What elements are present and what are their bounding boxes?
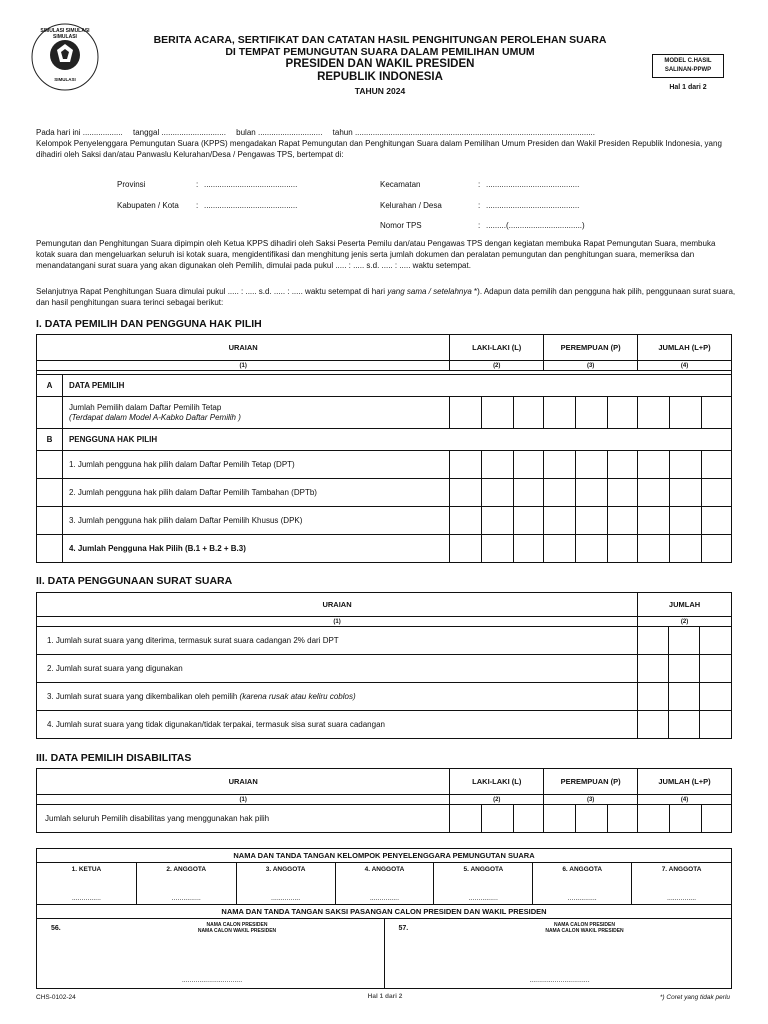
header-line3: PRESIDEN DAN WAKIL PRESIDEN — [285, 58, 475, 70]
pada-hari-ini-label: Pada hari ini — [36, 128, 81, 137]
header-line5: TAHUN 2024 — [354, 86, 406, 96]
s3-num-4: (4) — [638, 795, 732, 805]
s1-b-row1-cell[interactable] — [670, 451, 702, 479]
pair2-signature-line[interactable]: ............................... — [529, 977, 590, 984]
saksi-title: NAMA DAN TANDA TANGAN SAKSI PASANGAN CALON PRESIDEN DAN WAKIL PRESIDEN — [37, 905, 732, 919]
s2-row1-cell[interactable] — [700, 627, 732, 655]
s1-a-row1-p2[interactable] — [576, 397, 608, 429]
nomor-tps-field[interactable]: .........(.................................) — [486, 221, 585, 230]
kelurahan-colon: : — [478, 201, 481, 210]
para3-start: Selanjutnya Rapat Penghitungan Suara dimulai pukul ..... : ..... s.d. ..... : ..... waktu setempat di hari — [36, 287, 388, 296]
kabupaten-label: Kabupaten / Kota — [117, 201, 179, 210]
pair1-pres: NAMA CALON PRESIDEN — [206, 922, 268, 928]
s1-num-4: (4) — [638, 361, 732, 371]
logo-bottom-text: SIMULASI — [54, 77, 76, 82]
pair2-wapres: NAMA CALON WAKIL PRESIDEN — [545, 928, 624, 934]
s2-row2-cell[interactable] — [700, 655, 732, 683]
s3-row1-label: Jumlah seluruh Pemilih disabilitas yang menggunakan hak pilih — [37, 805, 450, 833]
s1-b-row1-cell[interactable] — [450, 451, 482, 479]
s1-b-row4-cell[interactable] — [544, 535, 576, 563]
s1-b-row1-cell[interactable] — [514, 451, 544, 479]
s2-num-1: (1) — [37, 617, 638, 627]
member-label: 5. ANGGOTA — [463, 866, 504, 873]
s3-num-3: (3) — [544, 795, 638, 805]
s1-a-row1-l3[interactable] — [514, 397, 544, 429]
s2-row3-text: 3. Jumlah surat suara yang dikembalikan oleh pemilih — [47, 692, 240, 701]
s2-row3-cell[interactable] — [700, 683, 732, 711]
s2-row2-cell[interactable] — [669, 655, 700, 683]
s1-a-row1-j1[interactable] — [638, 397, 670, 429]
s1-a-row1-j2[interactable] — [670, 397, 702, 429]
pair2-number: 57. — [398, 925, 409, 932]
section2-title: II. DATA PENGGUNAAN SURAT SUARA — [36, 575, 233, 587]
document-header — [130, 34, 630, 97]
s1-b-row4-label: 4. Jumlah Pengguna Hak Pilih (B.1 + B.2 + B.3) — [62, 535, 449, 563]
signature-line[interactable]: ............... — [567, 895, 597, 902]
s2-row4-cell[interactable] — [669, 711, 700, 739]
s1-b-row2-cell[interactable] — [608, 479, 638, 507]
header-line1: BERITA ACARA, SERTIFIKAT DAN CATATAN HASIL PENGHITUNGAN PEROLEHAN SUARA — [153, 34, 607, 46]
s2-row2-cell[interactable] — [638, 655, 669, 683]
s1-b-row3-cell[interactable] — [514, 507, 544, 535]
model-line2: SALINAN-PPWP — [664, 67, 712, 73]
s3-row1-cell[interactable] — [482, 805, 514, 833]
model-box — [652, 54, 724, 78]
s1-col-uraian: URAIAN — [37, 335, 450, 361]
member-label: 3. ANGGOTA — [265, 866, 306, 873]
s1-b-row4-cell[interactable] — [576, 535, 608, 563]
kecamatan-label: Kecamatan — [380, 180, 421, 189]
tanggal-dots[interactable]: ............................. — [161, 128, 226, 137]
form-code: CHS-0102-24 — [36, 994, 76, 1001]
s1-b-row4-cell[interactable] — [608, 535, 638, 563]
s2-row1-label: 1. Jumlah surat suara yang diterima, termasuk surat suara cadangan 2% dari DPT — [37, 627, 638, 655]
kpps-title: NAMA DAN TANDA TANGAN KELOMPOK PENYELENGGARA PEMUNGUTAN SUARA — [37, 849, 732, 863]
s1-b-row4-cell[interactable] — [638, 535, 670, 563]
nomor-tps-colon: : — [478, 221, 481, 230]
s1-a-row1-l1[interactable] — [450, 397, 482, 429]
s3-row1-cell[interactable] — [702, 805, 732, 833]
s1-b-row4-cell[interactable] — [701, 535, 731, 563]
s1-b-row3-cell[interactable] — [544, 507, 576, 535]
s1-b-row3-cell[interactable] — [576, 507, 608, 535]
kabupaten-colon: : — [196, 201, 199, 210]
s1-b-row3-label: 3. Jumlah pengguna hak pilih dalam Daftar Pemilih Khusus (DPK) — [62, 507, 449, 535]
s1-b-row4-cell[interactable] — [670, 535, 702, 563]
s2-row4-label: 4. Jumlah surat suara yang tidak digunakan/tidak terpakai, termasuk sisa surat suara cadangan — [37, 711, 638, 739]
s2-num-2: (2) — [638, 617, 732, 627]
s1-b-row2-cell[interactable] — [576, 479, 608, 507]
s3-row1-cell[interactable] — [450, 805, 482, 833]
s3-row1-cell[interactable] — [576, 805, 608, 833]
signature-line[interactable]: ............... — [71, 895, 101, 902]
kpu-logo — [30, 22, 100, 92]
s1-b-row4-cell[interactable] — [482, 535, 514, 563]
section3-title: III. DATA PEMILIH DISABILITAS — [36, 752, 192, 764]
kecamatan-colon: : — [478, 180, 481, 189]
member-label: 7. ANGGOTA — [661, 866, 702, 873]
provinsi-colon: : — [196, 180, 199, 189]
para3-end: *). Adapun data pemilih dan pengguna hak pilih, penggunaan surat suara, dan hasil penghitungan suara terinci sebagai berikut: — [36, 287, 736, 307]
model-line1: MODEL C.HASIL — [664, 58, 712, 64]
s3-num-1: (1) — [37, 795, 450, 805]
pair2-names — [525, 922, 645, 934]
page-number-bottom: Hal 1 dari 2 — [367, 993, 403, 1000]
signature-table — [36, 848, 732, 919]
kelurahan-field[interactable]: .......................................... — [486, 201, 580, 210]
kecamatan-field[interactable]: .......................................... — [486, 180, 580, 189]
section1-table — [36, 334, 732, 563]
provinsi-label: Provinsi — [117, 180, 146, 189]
s1-a-row1-p1[interactable] — [544, 397, 576, 429]
s2-row1-cell[interactable] — [669, 627, 700, 655]
s3-col-uraian: URAIAN — [37, 769, 450, 795]
s1-b-row2-cell[interactable] — [450, 479, 482, 507]
para3-italic: yang sama / setelahnya — [387, 287, 472, 296]
s1-b-row2-cell[interactable] — [670, 479, 702, 507]
tanggal-label: tanggal — [132, 128, 160, 137]
s1-b-row2-cell[interactable] — [701, 479, 731, 507]
logo-ring-text: SIMULASI SIMULASI SIMULASI — [40, 28, 90, 40]
s1-num-2: (2) — [450, 361, 544, 371]
s1-b-row3-cell[interactable] — [482, 507, 514, 535]
page-number-top: Hal 1 dari 2 — [669, 84, 707, 91]
s1-b-row2-cell[interactable] — [544, 479, 576, 507]
pair1-number: 56. — [51, 925, 61, 932]
s1-b-row1-cell[interactable] — [576, 451, 608, 479]
section3-table — [36, 768, 732, 833]
intro-paragraph-3 — [36, 286, 736, 308]
s1-num-3: (3) — [544, 361, 638, 371]
s3-num-2: (2) — [450, 795, 544, 805]
s1-b-row2-cell[interactable] — [482, 479, 514, 507]
s2-row3-label — [37, 683, 638, 711]
provinsi-field[interactable]: .......................................... — [204, 180, 298, 189]
s1-b-row1-label: 1. Jumlah pengguna hak pilih dalam Daftar Pemilih Tetap (DPT) — [62, 451, 449, 479]
pair1-names — [177, 922, 297, 934]
pair2-pres: NAMA CALON PRESIDEN — [554, 922, 615, 928]
header-line2: DI TEMPAT PEMUNGUTAN SUARA DALAM PEMILIHAN UMUM — [225, 46, 535, 58]
intro-paragraph-2: Pemungutan dan Penghitungan Suara dipimpin oleh Ketua KPPS dihadiri oleh Saksi Peserta Pemilu dan/atau Pengawas TPS dengan kegiatan membuka Rapat Pemungutan Suara, membuka kotak suara dan mengeluarkan seluruh isi kotak suara, mengidentifikasi dan menghitung jenis serta jumlah dokumen dan peralatan pemungutan dan penghitungan suara, memeriksa dan menandatangani surat suara yang akan digunakan oleh Pemilih, dimulai pada pukul ..... : ..... s.d. ..... : ..... waktu setempat. — [36, 239, 716, 270]
s1-b-row3-cell[interactable] — [608, 507, 638, 535]
intro-paragraph-1: Kelompok Penyelenggara Pemungutan Suara (KPPS) mengadakan Rapat Pemungutan dan Penghitungan Suara dalam Pemilihan Umum Presiden dan Wakil Presiden Republik Indonesia, yang dihadiri oleh Saksi dan/atau Panwaslu Kelurahan/Desa / Pengawas TPS, bertempat di: — [36, 139, 722, 159]
kabupaten-field[interactable]: .......................................... — [204, 201, 298, 210]
nomor-tps-label: Nomor TPS — [380, 221, 422, 230]
section1-title: I. DATA PEMILIH DAN PENGGUNA HAK PILIH — [36, 318, 262, 330]
s2-row3-note: (karena rusak atau keliru coblos) — [239, 692, 356, 701]
hari-dots[interactable]: .................. — [82, 128, 123, 137]
s1-b-row3-cell[interactable] — [638, 507, 670, 535]
signature-line[interactable]: ............... — [171, 895, 201, 902]
signature-line[interactable]: ............... — [468, 895, 498, 902]
kelurahan-label: Kelurahan / Desa — [380, 201, 442, 210]
member-label: 1. KETUA — [71, 866, 102, 873]
signature-line[interactable]: ............... — [271, 895, 301, 902]
footnote: *) Coret yang tidak perlu — [659, 994, 730, 1001]
s1-b-row1-cell[interactable] — [608, 451, 638, 479]
s1-b-row4-cell[interactable] — [514, 535, 544, 563]
s1-b-row1-cell[interactable] — [701, 451, 731, 479]
s2-row3-cell[interactable] — [669, 683, 700, 711]
member-label: 6. ANGGOTA — [562, 866, 603, 873]
date-line — [36, 127, 736, 138]
s1-col-p: PEREMPUAN (P) — [544, 335, 638, 361]
s1-b-row1-cell[interactable] — [482, 451, 514, 479]
s1-a-label: A — [37, 375, 63, 397]
member-label: 2. ANGGOTA — [166, 866, 207, 873]
bulan-dots[interactable]: ............................. — [257, 128, 323, 137]
s1-b-row3-cell[interactable] — [670, 507, 702, 535]
s2-col-j: JUMLAH — [638, 593, 732, 617]
s2-row2-label: 2. Jumlah surat suara yang digunakan — [37, 655, 638, 683]
saksi-table — [36, 918, 732, 989]
s1-b-title: PENGGUNA HAK PILIH — [62, 429, 731, 451]
s1-col-l: LAKI-LAKI (L) — [450, 335, 544, 361]
signature-line[interactable]: ............... — [666, 895, 697, 902]
s2-col-uraian: URAIAN — [37, 593, 638, 617]
s1-col-j: JUMLAH (L+P) — [638, 335, 732, 361]
s2-row1-cell[interactable] — [638, 627, 669, 655]
pair1-signature-line[interactable]: ............................... — [181, 977, 243, 984]
s3-row1-cell[interactable] — [608, 805, 638, 833]
s1-b-row1-cell[interactable] — [638, 451, 670, 479]
s1-b-row2-cell[interactable] — [638, 479, 670, 507]
s3-row1-cell[interactable] — [514, 805, 544, 833]
header-line4: REPUBLIK INDONESIA — [317, 71, 443, 83]
s1-a-row1-note: (Terdapat dalam Model A-Kabko Daftar Pemilih ) — [68, 412, 241, 422]
s3-row1-cell[interactable] — [638, 805, 670, 833]
s1-b-row3-cell[interactable] — [450, 507, 482, 535]
s1-b-label: B — [37, 429, 63, 451]
s3-row1-cell[interactable] — [670, 805, 702, 833]
s1-a-row1-l2[interactable] — [482, 397, 514, 429]
s3-row1-cell[interactable] — [544, 805, 576, 833]
s3-col-l: LAKI-LAKI (L) — [450, 769, 544, 795]
bulan-label: bulan — [236, 128, 256, 137]
s2-row4-cell[interactable] — [638, 711, 669, 739]
tahun-label: tahun — [332, 128, 353, 137]
s3-col-p: PEREMPUAN (P) — [544, 769, 638, 795]
tahun-dots[interactable]: ............................................................................................................ — [354, 128, 595, 137]
signature-line[interactable]: ............... — [369, 895, 400, 902]
s1-b-row3-cell[interactable] — [701, 507, 731, 535]
s1-num-1: (1) — [37, 361, 450, 371]
s1-b-row4-cell[interactable] — [450, 535, 482, 563]
s1-b-row1-cell[interactable] — [544, 451, 576, 479]
s3-col-j: JUMLAH (L+P) — [638, 769, 732, 795]
s1-b-row2-label: 2. Jumlah pengguna hak pilih dalam Daftar Pemilih Tambahan (DPTb) — [62, 479, 449, 507]
section2-table — [36, 592, 732, 739]
s1-b-row2-cell[interactable] — [514, 479, 544, 507]
s1-a-row1-label: Jumlah Pemilih dalam Daftar Pemilih Tetap — [68, 402, 222, 412]
s1-a-row1-j3[interactable] — [701, 397, 731, 429]
s1-a-row1-p3[interactable] — [608, 397, 638, 429]
s1-a-title: DATA PEMILIH — [62, 375, 731, 397]
s2-row3-cell[interactable] — [638, 683, 669, 711]
pair1-wapres: NAMA CALON WAKIL PRESIDEN — [197, 928, 277, 934]
member-label: 4. ANGGOTA — [364, 866, 405, 873]
s2-row4-cell[interactable] — [700, 711, 732, 739]
